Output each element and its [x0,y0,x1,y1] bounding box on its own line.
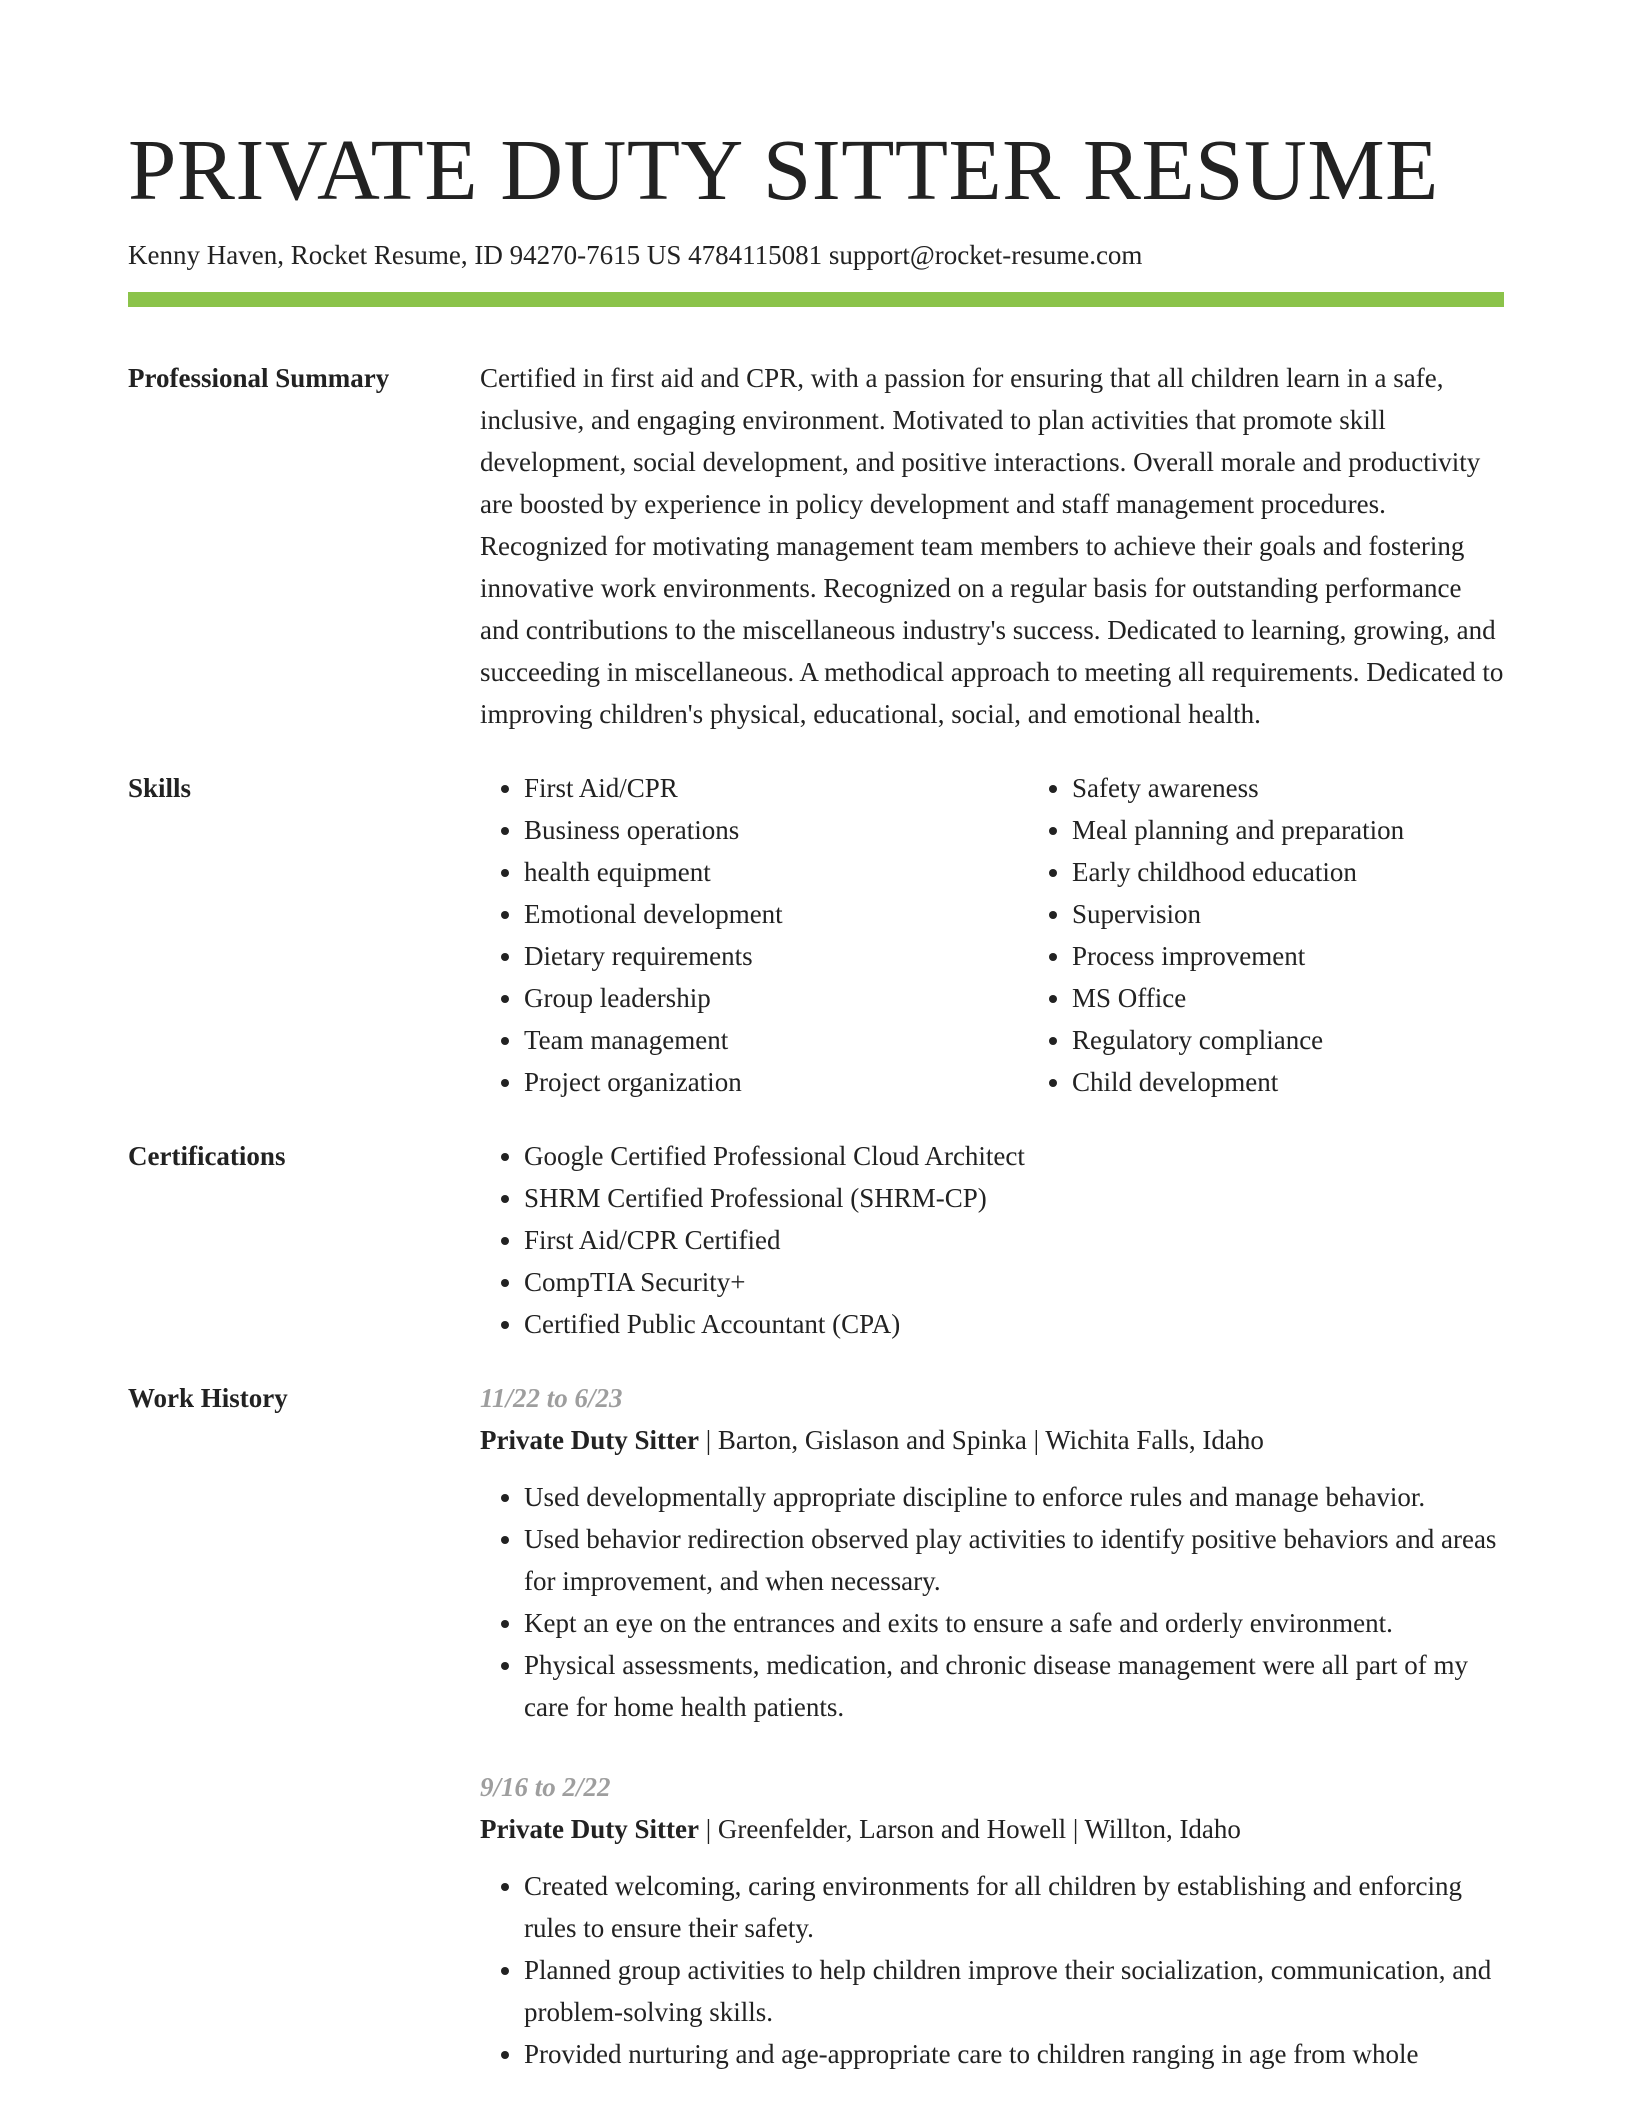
section-label-skills: Skills [128,773,192,803]
skill-item: • Team management [524,1019,1028,1061]
job-duties-list [480,1476,1504,1728]
skills-list-right [1028,767,1504,1103]
job-duty-item: • Planned group activities to help children improve their socialization, communication, and problem-solving skills. [524,1949,1504,2033]
skill-item: • Group leadership [524,977,1028,1019]
section-label-summary: Professional Summary [128,363,390,393]
job-heading [480,1419,1504,1461]
section-label-work-history: Work History [128,1383,288,1413]
work-history-body [480,1377,1504,2075]
job-title: Private Duty Sitter [480,1814,699,1844]
skill-item: • Emotional development [524,893,1028,935]
certification-item: • Certified Public Accountant (CPA) [524,1303,1504,1345]
job-heading [480,1808,1504,1850]
job-details: | Barton, Gislason and Spinka | Wichita Falls, Idaho [698,1425,1264,1455]
skill-item: • Regulatory compliance [1072,1019,1504,1061]
summary-section [128,357,1504,735]
skill-item: • Meal planning and preparation [1072,809,1504,851]
skill-item: • Process improvement [1072,935,1504,977]
certification-item: • CompTIA Security+ [524,1261,1504,1303]
job-dates: 9/16 to 2/22 [480,1772,611,1802]
job-duty-item: • Created welcoming, caring environments for all children by establishing and enforcing rules to ensure their safety. [524,1865,1504,1949]
skill-item: • First Aid/CPR [524,767,1028,809]
certifications-section [128,1135,1504,1345]
job-entry [480,1766,1504,2075]
job-duty-item: • Kept an eye on the entrances and exits to ensure a safe and orderly environment. [524,1602,1504,1644]
job-title: Private Duty Sitter [480,1425,699,1455]
summary-body [480,357,1504,735]
certification-item: • Google Certified Professional Cloud Architect [524,1135,1504,1177]
job-duty-item: • Used developmentally appropriate discipline to enforce rules and manage behavior. [524,1476,1504,1518]
job-details: | Greenfelder, Larson and Howell | Willton, Idaho [698,1814,1241,1844]
job-duty-item: • Used behavior redirection observed play activities to identify positive behaviors and areas for improvement, and when necessary. [524,1518,1504,1602]
section-label-certifications: Certifications [128,1141,286,1171]
certifications-body [480,1135,1504,1345]
skills-list-left [480,767,1028,1103]
certification-item: • SHRM Certified Professional (SHRM-CP) [524,1177,1504,1219]
skill-item: • health equipment [524,851,1028,893]
job-entry [480,1377,1504,1728]
skills-columns [480,767,1504,1103]
certifications-list [480,1135,1504,1345]
summary-text: Certified in first aid and CPR, with a passion for ensuring that all children learn in a safe, inclusive, and engaging environment. Motivated to plan activities that promote skill development, social development, and positive interactions. Overall morale and productivity are boosted by experience in policy development and staff management procedures. Recognized for motivating management team members to achieve their goals and fostering innovative work environments. Recognized on a regular basis for outstanding performance and contributions to the miscellaneous industry's success. Dedicated to learning, growing, and succeeding in miscellaneous. A methodical approach to meeting all requirements. Dedicated to improving children's physical, educational, social, and emotional health. [480,363,1504,729]
job-duty-item: • Physical assessments, medication, and chronic disease management were all part of my care for home health patients. [524,1644,1504,1728]
contact-line: Kenny Haven, Rocket Resume, ID 94270-7615 US 4784115081 support@rocket-resume.com [128,240,1143,270]
accent-divider [128,292,1504,307]
skill-item: • MS Office [1072,977,1504,1019]
skill-item: • Dietary requirements [524,935,1028,977]
job-dates: 11/22 to 6/23 [480,1383,623,1413]
skill-item: • Child development [1072,1061,1504,1103]
job-duties-list [480,1865,1504,2075]
work-history-section [128,1377,1504,2075]
skill-item: • Safety awareness [1072,767,1504,809]
skill-item: • Early childhood education [1072,851,1504,893]
resume-title: PRIVATE DUTY SITTER RESUME [128,121,1439,218]
skill-item: • Project organization [524,1061,1028,1103]
resume-page [128,0,1504,2075]
skills-section [128,767,1504,1103]
certification-item: • First Aid/CPR Certified [524,1219,1504,1261]
job-duty-item: • Provided nurturing and age-appropriate care to children ranging in age from whole [524,2033,1504,2075]
skill-item: • Supervision [1072,893,1504,935]
skill-item: • Business operations [524,809,1028,851]
